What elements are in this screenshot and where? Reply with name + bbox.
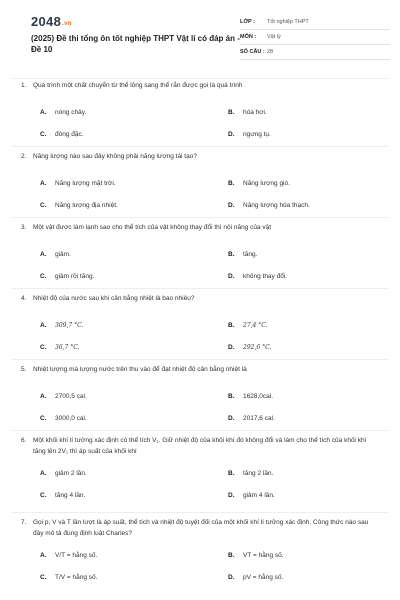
divider [12,288,388,289]
option-d[interactable]: D. Năng lượng hóa thạch. [228,202,310,209]
divider [12,359,388,360]
question-3: 3. Một vật được làm lạnh sao cho thể tích của vật không thay đổi thì nội năng của vật A. giảm. B. tăng. C. giảm rồi tăng. D. không thay đổi. [12,223,388,288]
option-d[interactable]: D. 2017,6 cal. [228,415,275,422]
question-4: 4. Nhiệt độ của nước sau khi cân bằng nhiệt là bao nhiêu? A. 309,7 °C. B. 27,4 °C. C. 36,7 °C. D. 292,6 °C. [12,294,388,359]
option-a[interactable]: A. 309,7 °C. [40,322,84,329]
option-d[interactable]: D. không thay đổi. [228,273,288,280]
divider [12,512,388,513]
option-a[interactable]: A. V/T = hằng số. [40,551,98,559]
divider [12,146,388,147]
option-c[interactable]: C. giảm rồi tăng. [40,273,95,280]
question-text: Nhiệt độ của nước sau khi cân bằng nhiệt là bao nhiêu? [33,295,195,302]
option-d[interactable]: D. pV = hằng số. [228,573,284,581]
question-1: 1. Quá trình một chất chuyển từ thể lỏng sang thể rắn được gọi là quá trình A. nóng chảy. B. hóa hơi. C. đông đặc. D. ngưng tụ. [12,81,388,146]
option-d[interactable]: D. 292,6 °C. [228,344,272,351]
question-7: 7. Gọi p, V và T lần lượt là áp suất, thể tích và nhiệt độ tuyệt đối của một khối khí lí tưởng xác định. Công thức nào sau đây mô tả đúng định luật Charles? A. V/T = hằng số. B. VT = hằng số. C. T/V = hằng số. D. pV = hằng số. [12,518,388,588]
meta-row-class: LỚP : Tốt nghiệp THPT [240,15,390,30]
question-text: Năng lượng nào sau đây không phải năng lượng tái tạo? [33,153,197,160]
question-text: Quá trình một chất chuyển từ thể lỏng sang thể rắn được gọi là quá trình [33,82,243,89]
question-text: Nhiệt lượng mà lượng nước trên thu vào để đạt nhiệt độ cân bằng nhiệt là [33,366,247,373]
divider [12,430,388,431]
option-c[interactable]: C. 3000,0 cal. [40,415,87,422]
option-a[interactable]: A. nóng chảy. [40,109,87,116]
option-c[interactable]: C. Năng lượng địa nhiệt. [40,202,118,209]
divider [12,78,388,79]
question-2: 2. Năng lượng nào sau đây không phải năng lượng tái tạo? A. Năng lượng mặt trời. B. Năng lượng gió. C. Năng lượng địa nhiệt. D. Năng lượng hóa thạch. [12,152,388,217]
option-c[interactable]: C. T/V = hằng số. [40,573,98,581]
option-b[interactable]: B. 1628,0cal. [228,393,273,400]
document-header [12,0,388,76]
option-b[interactable]: B. Năng lượng gió. [228,180,290,187]
question-5: 5. Nhiệt lượng mà lượng nước trên thu vào để đạt nhiệt độ cân bằng nhiệt là A. 2700,5 cal. B. 1628,0cal. C. 3000,0 cal. D. 2017,6 cal. [12,365,388,430]
option-b[interactable]: B. hóa hơi. [228,109,267,116]
option-d[interactable]: D. giảm 4 lần. [228,491,275,499]
option-a[interactable]: A. Năng lượng mặt trời. [40,180,116,187]
option-c[interactable]: C. 36,7 °C. [40,344,80,351]
question-text: Một vật được làm lạnh sao cho thể tích của vật không thay đổi thì nội năng của vật [33,224,272,231]
option-b[interactable]: B. VT = hằng số. [228,551,284,559]
meta-row-count: SỐ CÂU : 28 [240,45,390,60]
meta-row-subject: MÔN : Vật lý [240,30,390,45]
divider [12,217,388,218]
option-a[interactable]: A. giảm 2 lần. [40,469,87,477]
document-meta [240,15,390,60]
option-a[interactable]: A. 2700,5 cal. [40,393,87,400]
option-b[interactable]: B. tăng. [228,251,258,258]
document-title: (2025) Đề thi tổng ôn tốt nghiệp THPT Vật lí có đáp án - Đề 10 [31,34,240,54]
option-d[interactable]: D. ngưng tụ. [228,131,271,138]
site-logo[interactable]: 2048.vn [31,14,72,29]
question-text: Một khối khí lí tưởng xác định có thể tích V₁. Giữ nhiệt độ của khối khí đó không đổi và làm cho thể tích của khối khí tăng lên 2V₁ thì áp suất của khối khí [33,437,367,455]
option-c[interactable]: C. đông đặc. [40,131,84,138]
option-b[interactable]: B. tăng 2 lần. [228,469,274,477]
question-text: Gọi p, V và T lần lượt là áp suất, thể tích và nhiệt độ tuyệt đối của một khối khí lí tưởng xác định. Công thức nào sau đây mô tả đúng định luật Charles? [33,519,369,537]
option-c[interactable]: C. tăng 4 lần. [40,491,86,499]
question-6: 6. Một khối khí lí tưởng xác định có thể tích V₁. Giữ nhiệt độ của khối khí đó không đổi và làm cho thể tích của khối khí tăng lên 2V₁ thì áp suất của khối khí A. giảm 2 lần. B. tăng 2 lần. C. tăng 4 lần. D. giảm 4 lần. [12,436,388,506]
option-a[interactable]: A. giảm. [40,251,71,258]
option-b[interactable]: B. 27,4 °C. [228,322,268,329]
